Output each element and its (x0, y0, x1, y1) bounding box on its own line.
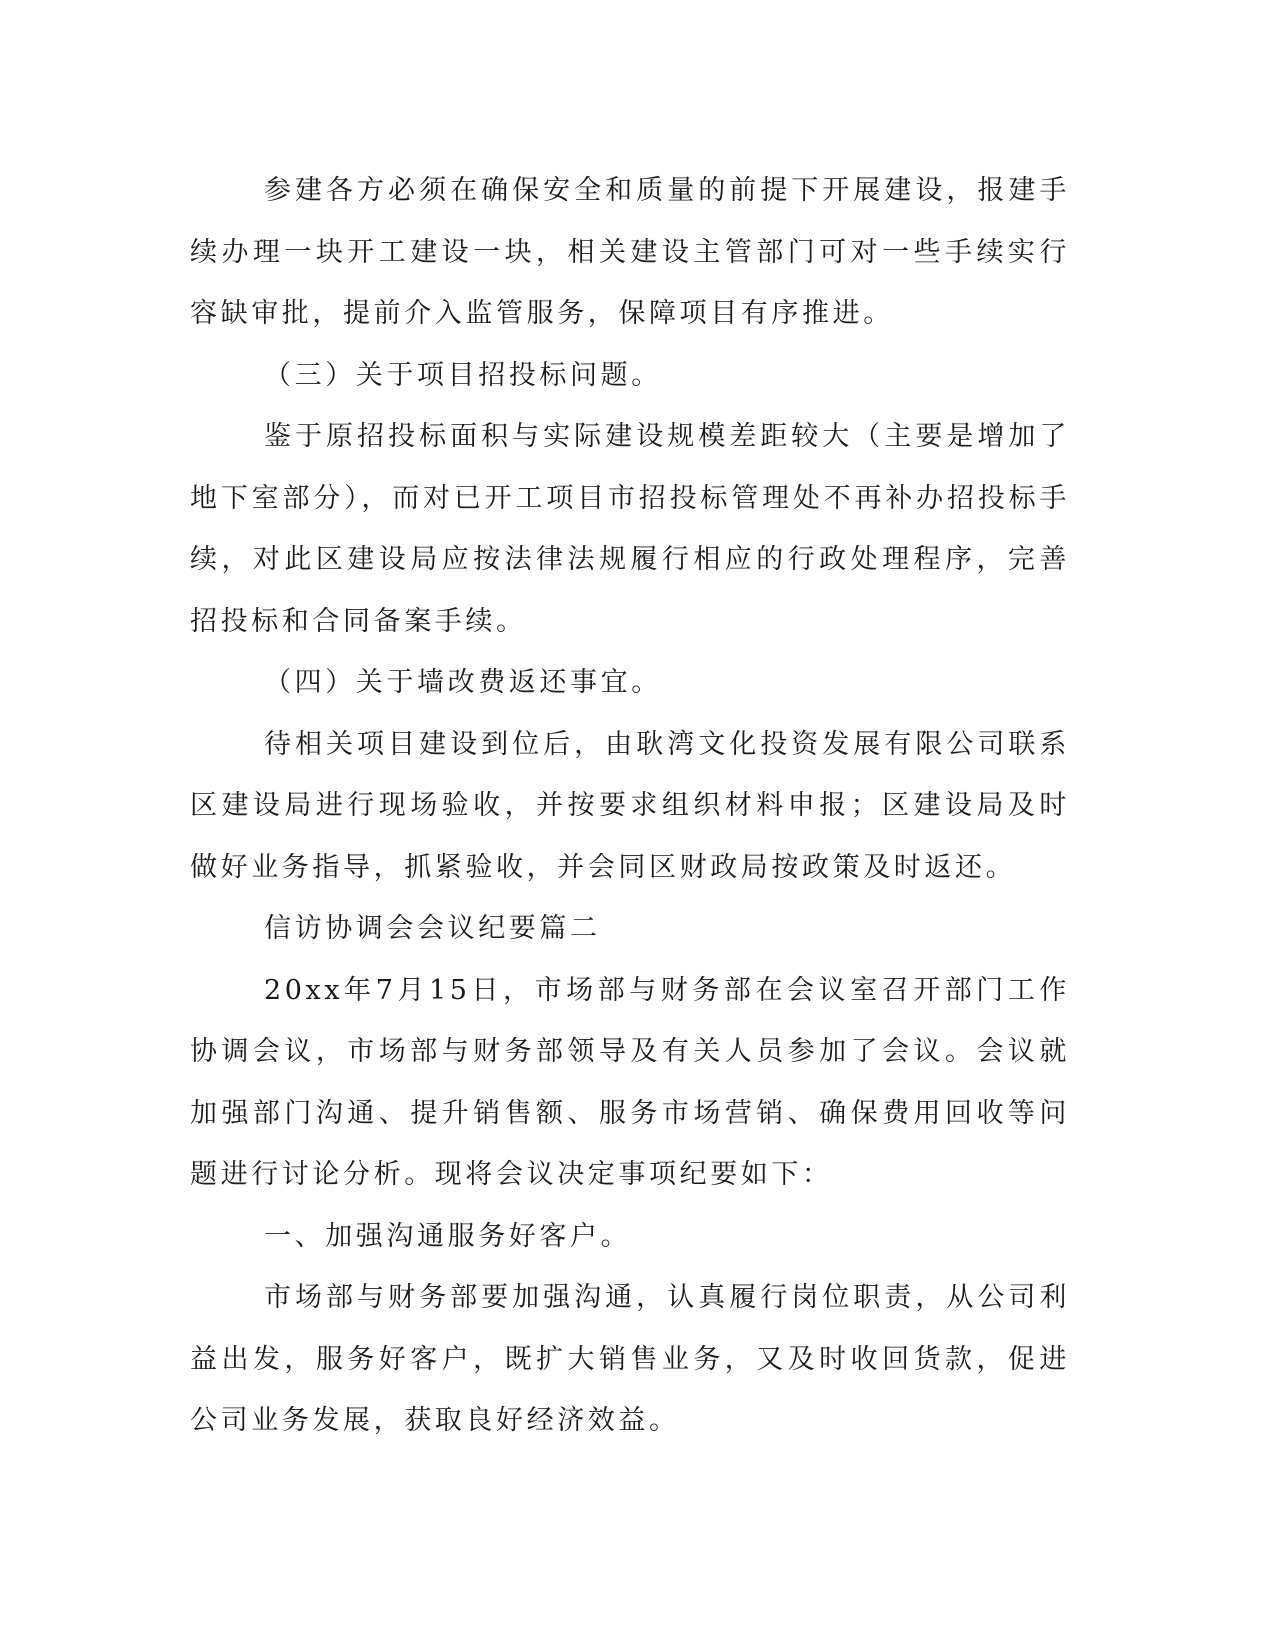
section-heading-bidding: （三）关于项目招投标问题。 (264, 359, 662, 391)
paragraph-wall-reform-fee: 待相关项目建设到位后，由耿湾文化投资发展有限公司联系区建设局进行现场验收，并按要求组织材料申报；区建设局及时做好业务指导，抓紧验收，并会同区财政局按政策及时返还。 (190, 728, 1070, 883)
section-heading-wall-reform-fee: （四）关于墙改费返还事宜。 (264, 667, 662, 698)
paragraph-meeting-intro: 20xx年7月15日，市场部与财务部在会议室召开部门工作协调会议，市场部与财务部领导及有关人员参加了会议。会议就加强部门沟通、提升销售额、服务市场营销、确保费用回收等问题进行讨论分析。现将会议决定事项纪要如下： (190, 974, 1070, 1190)
section-heading-communication: 一、加强沟通服务好客户。 (264, 1220, 632, 1252)
paragraph-communication: 市场部与财务部要加强沟通，认真履行岗位职责，从公司利益出发，服务好客户，既扩大销售业务，又及时收回货款，促进公司业务发展，获取良好经济效益。 (190, 1282, 1070, 1436)
article-title-part-two: 信访协调会会议纪要篇二 (264, 913, 601, 944)
document-body (190, 160, 1070, 1452)
paragraph-bidding: 鉴于原招投标面积与实际建设规模差距较大（主要是增加了地下室部分），而对已开工项目市招投标管理处不再补办招投标手续，对此区建设局应按法律法规履行相应的行政处理程序，完善招投标和合同备案手续。 (190, 421, 1070, 637)
paragraph-construction-approval: 参建各方必须在确保安全和质量的前提下开展建设，报建手续办理一块开工建设一块，相关建设主管部门可对一些手续实行容缺审批，提前介入监管服务，保障项目有序推进。 (190, 175, 1070, 329)
